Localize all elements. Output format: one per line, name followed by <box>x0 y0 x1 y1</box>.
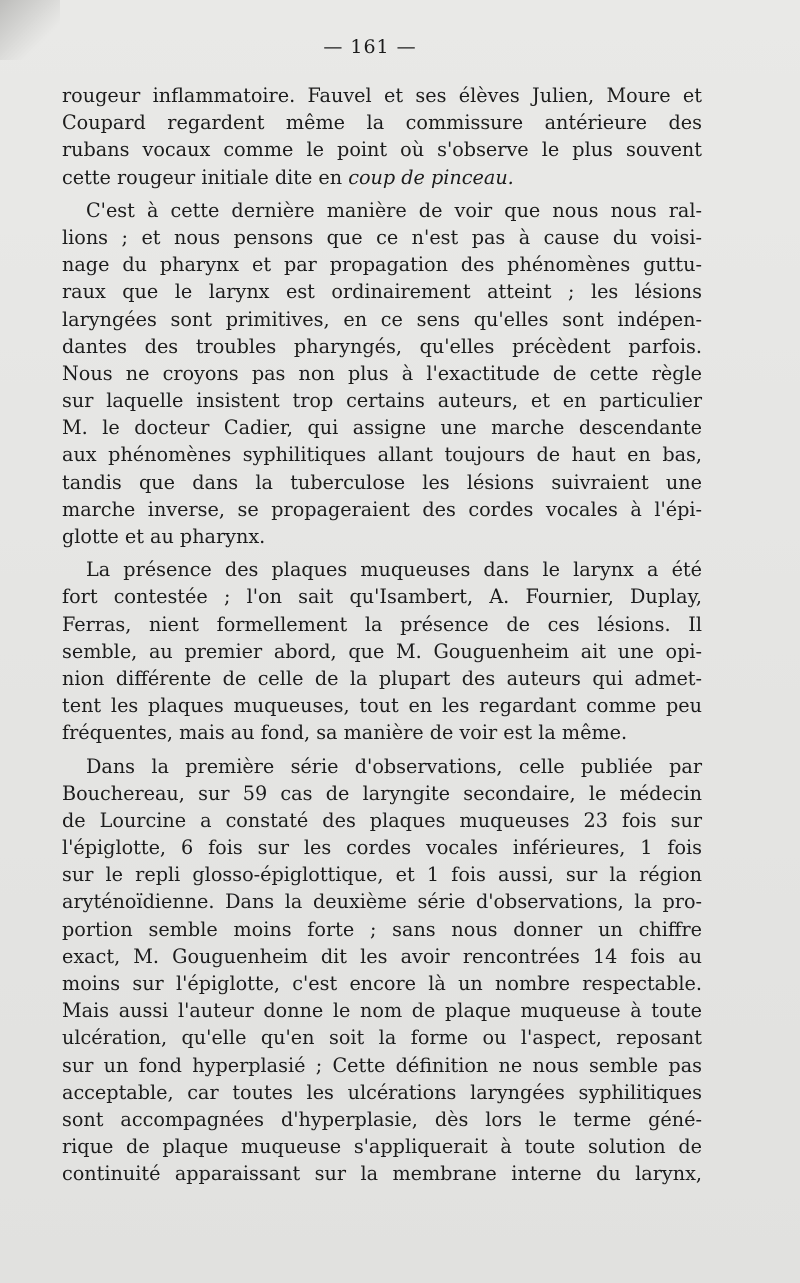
text-line: tent les plaques muqueuses, tout en les regardant comme peu <box>62 694 702 718</box>
text-line: continuité apparaissant sur la membrane interne du larynx, <box>62 1162 702 1186</box>
paragraph-2 <box>62 197 702 550</box>
text-line: Coupard regardent même la commissure antérieure des <box>62 111 702 135</box>
text-line: glotte et au pharynx. <box>62 525 266 548</box>
text-line: dantes des troubles pharyngés, qu'elles précèdent parfois. <box>62 334 702 358</box>
text-line: lions ; et nous pensons que ce n'est pas à cause du voisi- <box>62 225 702 249</box>
italic-phrase: coup de pinceau. <box>348 165 514 189</box>
text-line: fort contestée ; l'on sait qu'Isambert, A. Fournier, Duplay, <box>62 585 702 609</box>
text-line: rougeur inflammatoire. Fauvel et ses élèves Julien, Moure et <box>62 84 702 107</box>
text-line: nion différente de celle de la plupart des auteurs qui admet- <box>62 666 702 690</box>
text-line: exact, M. Gouguenheim dit les avoir rencontrées 14 fois au <box>62 944 702 968</box>
text-line: nage du pharynx et par propagation des phénomènes guttu- <box>62 253 702 277</box>
paragraph-4 <box>62 753 702 1188</box>
text-line: portion semble moins forte ; sans nous donner un chiffre <box>62 917 702 941</box>
text-line: Ferras, nient formellement la présence de ces lésions. Il <box>62 612 702 636</box>
text-line-start: cette rougeur initiale dite en <box>62 165 349 189</box>
text-line: sur laquelle insistent trop certains auteurs, et en particulier <box>62 389 702 413</box>
text-line: moins sur l'épiglotte, c'est encore là un nombre respectable. <box>62 972 702 995</box>
text-line: tandis que dans la tuberculose les lésions suivraient une <box>62 470 702 494</box>
page-number: — 161 — <box>323 36 417 58</box>
text-line: rique de plaque muqueuse s'appliquerait à toute solution de <box>62 1135 702 1159</box>
text-line: laryngées sont primitives, en ce sens qu'elles sont indépen- <box>62 307 702 331</box>
text-line <box>62 164 702 191</box>
text-line: raux que le larynx est ordinairement atteint ; les lésions <box>62 280 702 304</box>
text-line: La présence des plaques muqueuses dans le larynx a été <box>86 558 702 582</box>
text-line: rubans vocaux comme le point où s'observe le plus souvent <box>62 138 702 162</box>
text-line: fréquentes, mais au fond, sa manière de voir est la même. <box>62 721 628 745</box>
text-line: ulcération, qu'elle qu'en soit la forme ou l'aspect, reposant <box>62 1026 702 1050</box>
text-line: l'épiglotte, 6 fois sur les cordes vocales inférieures, 1 fois <box>62 836 702 860</box>
text-line: sont accompagnées d'hyperplasie, dès lors le terme géné- <box>62 1107 702 1131</box>
text-line: aux phénomènes syphilitiques allant toujours de haut en bas, <box>62 443 702 467</box>
text-line: C'est à cette dernière manière de voir que nous nous ral- <box>86 198 702 222</box>
text-line: de Lourcine a constaté des plaques muqueuses 23 fois sur <box>62 808 702 832</box>
text-line: sur un fond hyperplasié ; Cette définition ne nous semble pas <box>62 1053 702 1077</box>
text-line: acceptable, car toutes les ulcérations laryngées syphilitiques <box>62 1080 702 1104</box>
text-line: sur le repli glosso-épiglottique, et 1 fois aussi, sur la région <box>62 863 702 887</box>
text-line: marche inverse, se propageraient des cordes vocales à l'épi- <box>62 497 702 521</box>
text-line: Bouchereau, sur 59 cas de laryngite secondaire, le médecin <box>62 781 702 805</box>
paragraph-1 <box>62 82 702 191</box>
paragraph-3 <box>62 556 702 746</box>
text-line: Nous ne croyons pas non plus à l'exactitude de cette règle <box>62 361 702 385</box>
text-line: M. le docteur Cadier, qui assigne une marche descendante <box>62 416 702 440</box>
body-text <box>62 82 702 1188</box>
text-line: Mais aussi l'auteur donne le nom de plaque muqueuse à toute <box>62 999 702 1023</box>
text-line: semble, au premier abord, que M. Gouguenheim ait une opi- <box>62 639 702 663</box>
text-line: aryténoïdienne. Dans la deuxième série d'observations, la pro- <box>62 890 702 914</box>
text-line: Dans la première série d'observations, celle publiée par <box>86 754 702 778</box>
